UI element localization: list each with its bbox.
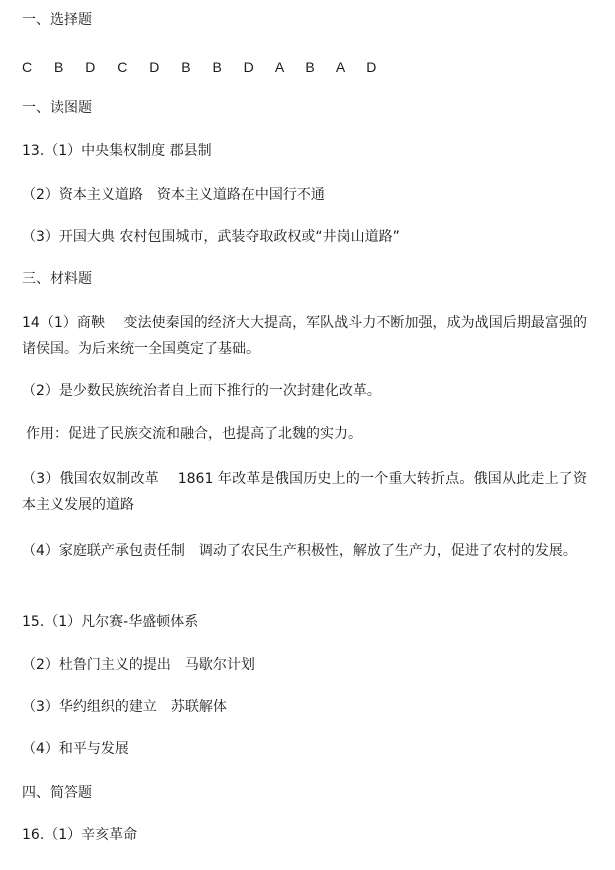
- q14-part2-effect: 作用：促进了民族交流和融合，也提高了北魏的实力。: [26, 426, 362, 442]
- q15-part3: （3）华约组织的建立 苏联解体: [22, 699, 227, 715]
- section-heading-choice: 一、选择题: [22, 12, 92, 28]
- q14-part4: （4）家庭联产承包责任制 调动了农民生产积极性，解放了生产力，促进了农村的发展。: [22, 543, 577, 559]
- q13-part1: 13.（1）中央集权制度 郡县制: [22, 143, 212, 159]
- q14-part3: （3）俄国农奴制改革 1861 年改革是俄国历史上的一个重大转折点。俄国从此走上了资本主义发展的道路: [22, 471, 587, 513]
- q14-part2: （2）是少数民族统治者自上而下推行的一次封建化改革。: [22, 383, 381, 399]
- q15-part2: （2）杜鲁门主义的提出 马歇尔计划: [22, 657, 255, 673]
- q16-part1: 16.（1）辛亥革命: [22, 827, 138, 843]
- q13-part3: （3）开国大典 农村包围城市，武装夺取政权或“井岗山道路”: [22, 229, 400, 245]
- q14-part1: 14（1）商鞅 变法使秦国的经济大大提高，军队战斗力不断加强，成为战国后期最富强的诸侯国。为后来统一全国奠定了基础。: [22, 315, 587, 357]
- q13-part2: （2）资本主义道路 资本主义道路在中国行不通: [22, 187, 325, 203]
- q15-part4: （4）和平与发展: [22, 741, 129, 757]
- section-heading-map: 一、读图题: [22, 100, 92, 116]
- choice-answers: C B D C D B B D A B A D: [22, 59, 386, 75]
- section-heading-material: 三、材料题: [22, 271, 92, 287]
- q15-part1: 15.（1）凡尔赛-华盛顿体系: [22, 614, 199, 630]
- section-heading-short-answer: 四、简答题: [22, 785, 92, 801]
